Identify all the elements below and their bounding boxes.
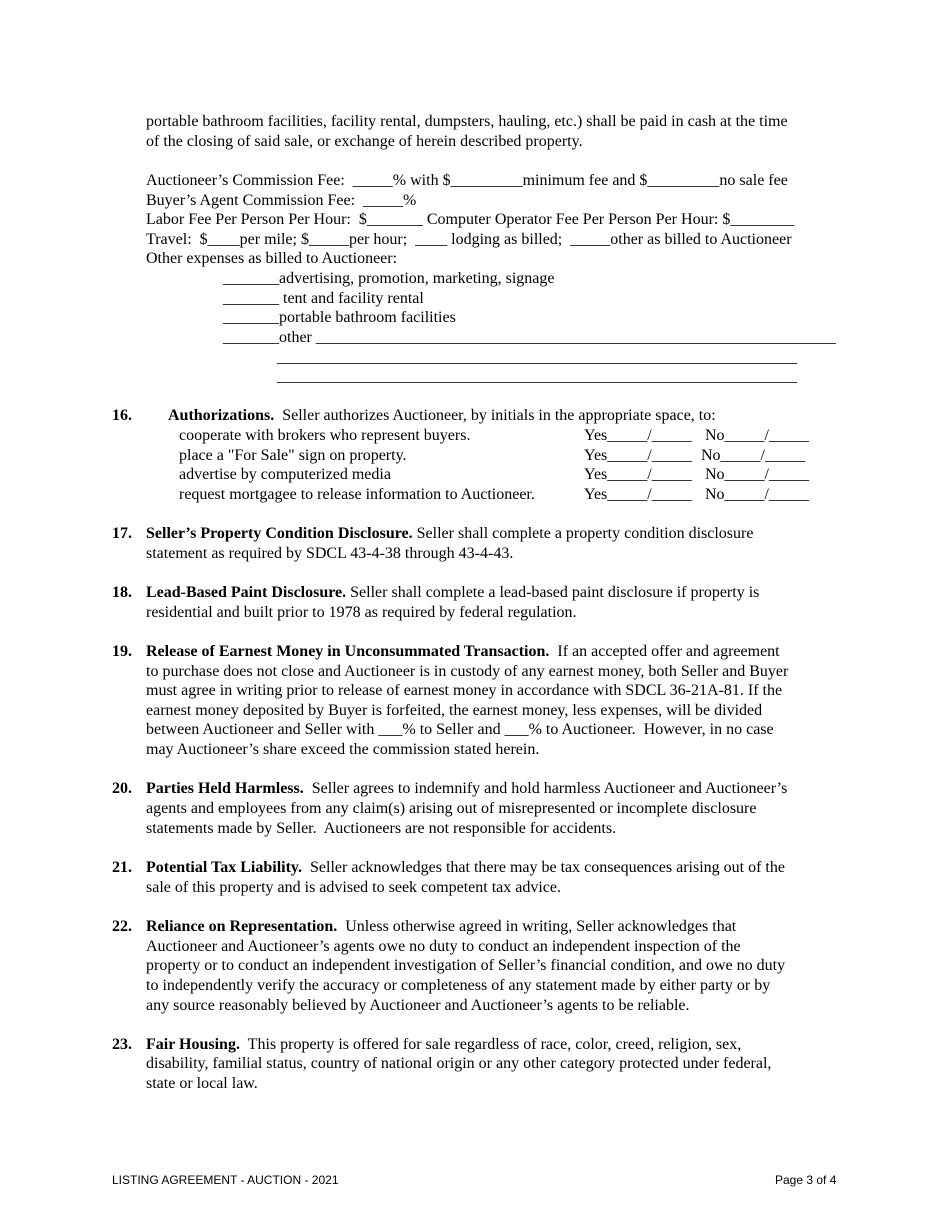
- expense-bathroom: _______portable bathroom facilities: [223, 309, 456, 326]
- footer-document-title: LISTING AGREEMENT - AUCTION - 2021: [112, 1173, 339, 1187]
- section-22-text: Unless otherwise agreed in writing, Seller acknowledges that: [337, 918, 737, 935]
- section-22-line: property or to conduct an independent investigation of Seller’s financial condition, and owe no duty: [146, 957, 786, 974]
- section-21-line: sale of this property and is advised to seek competent tax advice.: [146, 879, 561, 896]
- authorization-no: No_____/_____: [705, 427, 809, 444]
- section-16-number: 16.: [112, 407, 132, 424]
- commission-fee-line: Auctioneer’s Commission Fee: _____% with $_________minimum fee and $_________no sale fee: [146, 172, 788, 189]
- expense-advertising: _______advertising, promotion, marketing, signage: [223, 270, 555, 287]
- section-19-number: 19.: [112, 643, 132, 660]
- section-16-title: Authorizations.: [168, 407, 275, 424]
- section-20-line: agents and employees from any claim(s) arising out of misrepresented or incomplete disclosure: [146, 800, 757, 817]
- section-23-number: 23.: [112, 1036, 132, 1053]
- section-19-line: to purchase does not close and Auctioneer is in custody of any earnest money, both Seller and Buyer: [146, 663, 789, 680]
- section-22-title: Reliance on Representation.: [146, 918, 338, 935]
- section-23-text: This property is offered for sale regardless of race, color, creed, religion, sex,: [239, 1036, 742, 1053]
- section-16-text: Seller authorizes Auctioneer, by initials in the appropriate space, to:: [274, 407, 716, 424]
- section-22-line: [146, 917, 736, 937]
- footer-page-number: Page 3 of 4: [775, 1173, 837, 1187]
- authorization-yes: Yes_____/_____: [584, 447, 692, 464]
- section-16-heading: [168, 406, 716, 426]
- authorization-label: advertise by computerized media: [179, 466, 391, 483]
- section-19-line: between Auctioneer and Seller with ___% to Seller and ___% to Auctioneer. However, in no case: [146, 721, 774, 738]
- authorization-no: No_____/_____: [705, 466, 809, 483]
- intro-line-1: portable bathroom facilities, facility rental, dumpsters, hauling, etc.) shall be paid in cash at the time: [146, 113, 788, 130]
- section-22-line: any source reasonably believed by Auctioneer and Auctioneer’s agents to be reliable.: [146, 997, 690, 1014]
- other-expenses-heading: Other expenses as billed to Auctioneer:: [146, 250, 398, 267]
- section-19-line: must agree in writing prior to release of earnest money in accordance with SDCL 36-21A-81. If the: [146, 682, 783, 699]
- section-20-line: [146, 779, 787, 799]
- expense-extra-line: _________________________________________________________________: [277, 368, 797, 385]
- section-21-title: Potential Tax Liability.: [146, 859, 303, 876]
- section-17-number: 17.: [112, 525, 132, 542]
- section-21-line: [146, 858, 785, 878]
- section-20-line: statements made by Seller. Auctioneers are not responsible for accidents.: [146, 820, 617, 837]
- section-19-line: [146, 642, 780, 662]
- authorization-yes: Yes_____/_____: [584, 486, 692, 503]
- section-17-line: [146, 524, 753, 544]
- section-18-line: residential and built prior to 1978 as required by federal regulation.: [146, 604, 577, 621]
- section-22-line: to independently verify the accuracy or completeness of any statement made by either party or by: [146, 977, 771, 994]
- section-19-line: earnest money deposited by Buyer is forfeited, the earnest money, less expenses, will be divided: [146, 702, 763, 719]
- authorization-label: request mortgagee to release information to Auctioneer.: [179, 486, 535, 503]
- expense-other: _______other _________________________________________________________________: [223, 329, 836, 346]
- section-19-text: If an accepted offer and agreement: [549, 643, 780, 660]
- section-23-line: [146, 1035, 741, 1055]
- buyer-agent-fee-line: Buyer’s Agent Commission Fee: _____%: [146, 192, 417, 209]
- section-18-title: Lead-Based Paint Disclosure.: [146, 584, 347, 601]
- section-19-title: Release of Earnest Money in Unconsummated Transaction.: [146, 643, 550, 660]
- section-17-line: statement as required by SDCL 43-4-38 through 43-4-43.: [146, 545, 514, 562]
- authorization-yes: Yes_____/_____: [584, 466, 692, 483]
- section-23-line: disability, familial status, country of national origin or any other category protected under federal,: [146, 1055, 772, 1072]
- authorization-no: No_____/_____: [701, 447, 805, 464]
- section-20-text: Seller agrees to indemnify and hold harmless Auctioneer and Auctioneer’s: [303, 780, 788, 797]
- intro-line-2: of the closing of said sale, or exchange of herein described property.: [146, 133, 583, 150]
- travel-fee-line: Travel: $____per mile; $_____per hour; ____ lodging as billed; _____other as billed to Auctioneer: [146, 231, 792, 248]
- section-20-number: 20.: [112, 780, 132, 797]
- authorization-no: No_____/_____: [705, 486, 809, 503]
- section-22-number: 22.: [112, 918, 132, 935]
- authorization-label: cooperate with brokers who represent buyers.: [179, 427, 471, 444]
- section-21-number: 21.: [112, 859, 132, 876]
- authorization-yes: Yes_____/_____: [584, 427, 692, 444]
- section-17-title: Seller’s Property Condition Disclosure.: [146, 525, 413, 542]
- expense-extra-line: _________________________________________________________________: [277, 349, 797, 366]
- section-18-text: Seller shall complete a lead-based paint disclosure if property is: [346, 584, 760, 601]
- authorization-label: place a "For Sale" sign on property.: [179, 447, 407, 464]
- section-20-title: Parties Held Harmless.: [146, 780, 304, 797]
- section-19-line: may Auctioneer’s share exceed the commission stated herein.: [146, 741, 540, 758]
- section-22-line: Auctioneer and Auctioneer’s agents owe no duty to conduct an independent inspection of the: [146, 938, 741, 955]
- section-18-number: 18.: [112, 584, 132, 601]
- section-18-line: [146, 583, 759, 603]
- section-21-text: Seller acknowledges that there may be tax consequences arising out of the: [302, 859, 785, 876]
- section-23-title: Fair Housing.: [146, 1036, 240, 1053]
- labor-fee-line: Labor Fee Per Person Per Hour: $_______ Computer Operator Fee Per Person Per Hour: $________: [146, 211, 795, 228]
- section-17-text: Seller shall complete a property condition disclosure: [412, 525, 754, 542]
- section-23-line: state or local law.: [146, 1075, 258, 1092]
- expense-tent: _______ tent and facility rental: [223, 290, 424, 307]
